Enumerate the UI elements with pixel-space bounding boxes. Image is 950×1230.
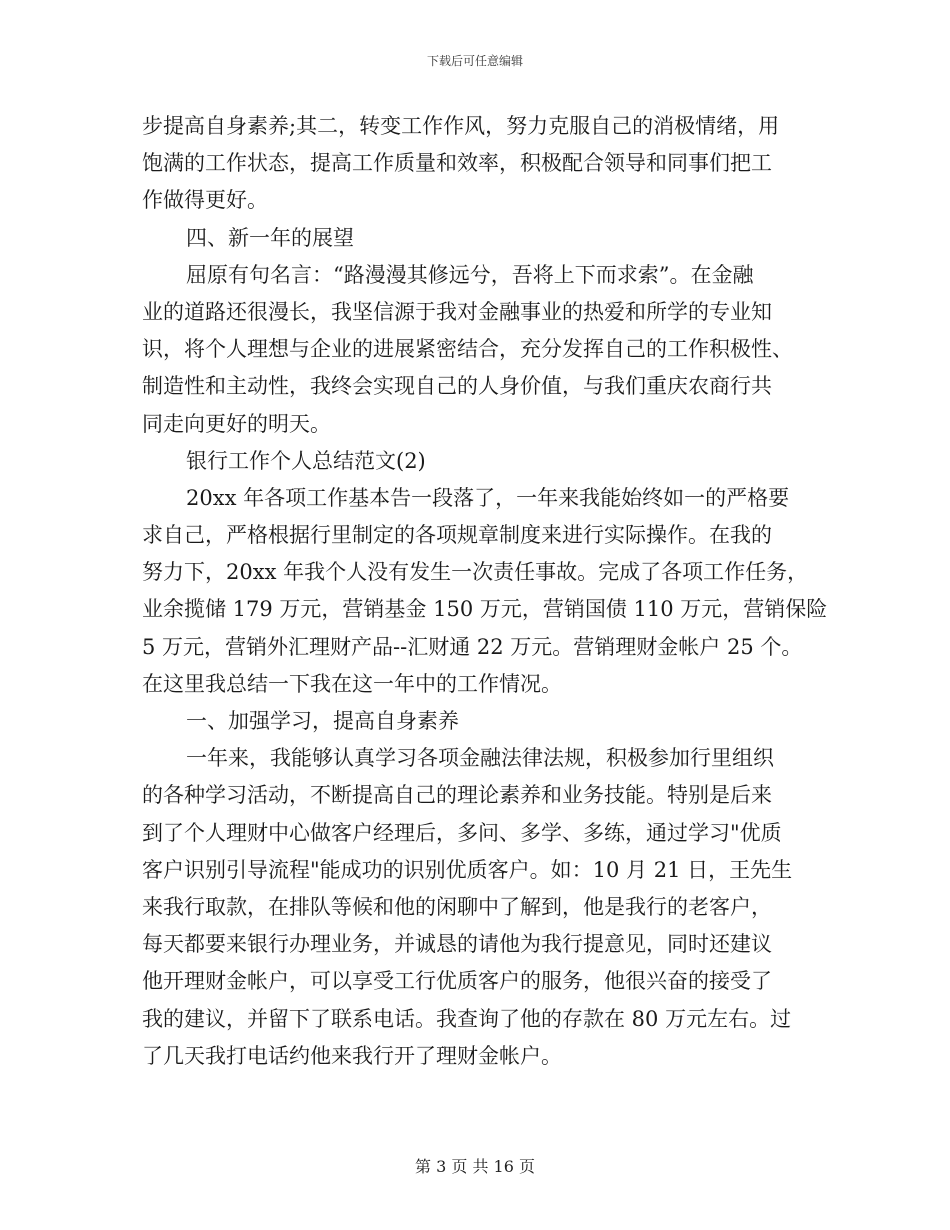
text-line: 在这里我总结一下我在这一年中的工作情况。 (142, 671, 562, 696)
section-heading: 四、新一年的展望 (186, 225, 354, 250)
text-line: 一年来，我能够认真学习各项金融法律法规，积极参加行里组织 (186, 746, 774, 771)
text-line: 努力下，20xx 年我个人没有发生一次责任事故。完成了各项工作任务， (142, 560, 809, 585)
text-line: 到了个人理财中心做客户经理后，多问、多学、多练，通过学习"优质 (142, 820, 782, 845)
document-body (142, 108, 828, 1075)
text-line: 识，将个人理想与企业的进展紧密结合，充分发挥自己的工作积极性、 (142, 337, 793, 362)
text-line: 业的道路还很漫长，我坚信源于我对金融事业的热爱和所学的专业知 (142, 299, 772, 324)
text-line: 饱满的工作状态，提高工作质量和效率，积极配合领导和同事们把工 (142, 151, 772, 176)
text-line: 我的建议，并留下了联系电话。我查询了他的存款在 80 万元左右。过 (142, 1006, 792, 1031)
page-footer: 第 3 页 共 16 页 (415, 1157, 535, 1176)
page-header: 下载后可任意编辑 (426, 54, 523, 68)
text-line: 的各种学习活动，不断提高自己的理论素养和业务技能。特别是后来 (142, 783, 772, 808)
text-line: 作做得更好。 (142, 188, 268, 213)
article-title: 银行工作个人总结范文(2) (186, 448, 426, 473)
text-line: 他开理财金帐户，可以享受工行优质客户的服务，他很兴奋的接受了 (142, 969, 772, 994)
text-line: 了几天我打电话约他来我行开了理财金帐户。 (142, 1043, 562, 1068)
text-line: 步提高自身素养;其二，转变工作作风，努力克服自己的消极情绪，用 (142, 114, 780, 138)
text-line: 屈原有句名言：“路漫漫其修远兮，吾将上下而求索”。在金融 (186, 262, 754, 287)
text-line: 业余揽储 179 万元，营销基金 150 万元，营销国债 110 万元，营销保险 (142, 597, 828, 622)
text-line: 来我行取款，在排队等候和他的闲聊中了解到，他是我行的老客户， (142, 894, 772, 919)
text-line: 同走向更好的明天。 (142, 411, 331, 436)
text-line: 20xx 年各项工作基本告一段落了，一年来我能始终如一的严格要 (186, 485, 790, 510)
text-line: 客户识别引导流程"能成功的识别优质客户。如：10 月 21 日，王先生 (142, 857, 793, 882)
text-line: 制造性和主动性，我终会实现自己的人身价值，与我们重庆农商行共 (142, 374, 772, 399)
text-line: 每天都要来银行办理业务，并诚恳的请他为我行提意见，同时还建议 (142, 932, 772, 957)
section-heading: 一、加强学习，提高自身素养 (186, 709, 459, 733)
text-line: 5 万元，营销外汇理财产品--汇财通 22 万元。营销理财金帐户 25 个。 (142, 634, 803, 659)
text-line: 求自己，严格根据行里制定的各项规章制度来进行实际操作。在我的 (142, 523, 772, 548)
